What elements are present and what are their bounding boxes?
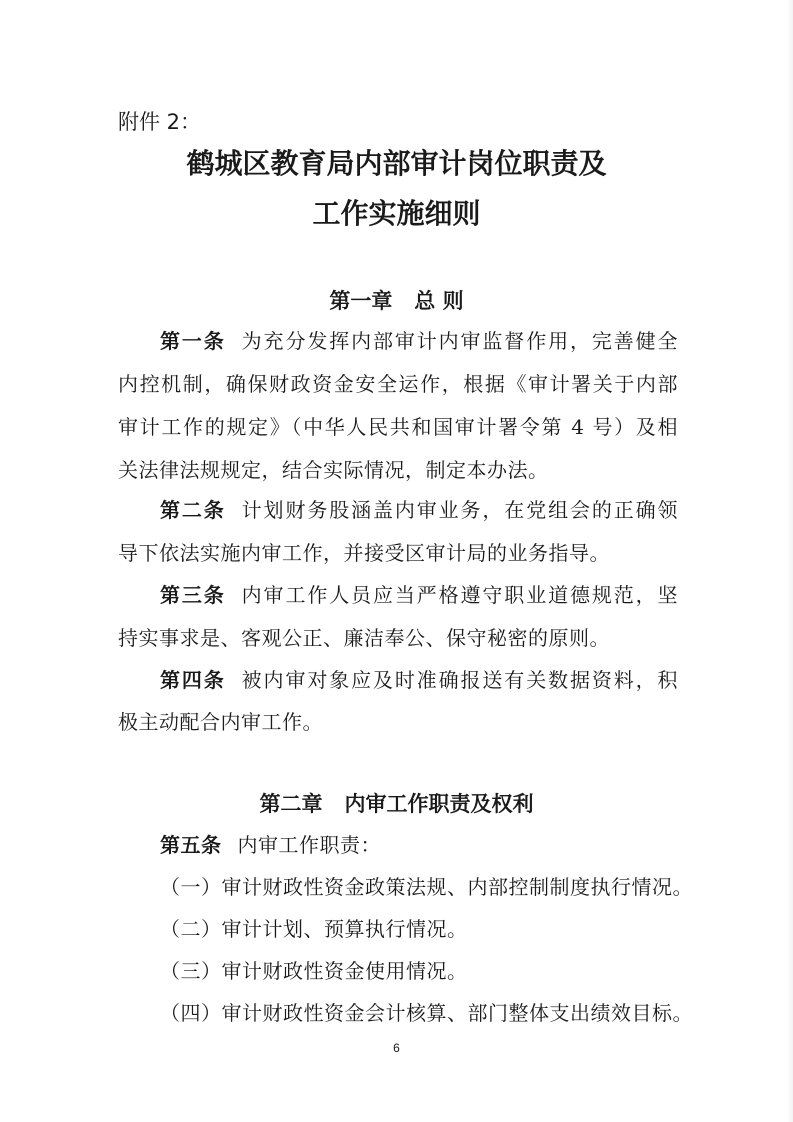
chapter-2-heading: 第二章 内审工作职责及权利 <box>259 792 534 816</box>
attachment-label: 附件 2： <box>118 110 202 134</box>
article-1-line-1 <box>160 327 678 355</box>
article-4-text-1: 被内审对象应及时准确报送有关数据资料，积 <box>241 668 679 692</box>
article-3-line-2: 持实事求是、客观公正、廉洁奉公、保守秘密的原则。 <box>118 626 610 650</box>
article-4-line-1 <box>160 666 678 694</box>
duty-item-2: （二）审计计划、预算执行情况。 <box>160 917 468 941</box>
article-2-line-1 <box>160 496 678 524</box>
duty-item-1: （一）审计财政性资金政策法规、内部控制制度执行情况。 <box>160 875 693 899</box>
duty-item-3: （三）审计财政性资金使用情况。 <box>160 959 468 983</box>
article-2-text-1: 计划财务股涵盖内审业务，在党组会的正确领 <box>241 498 679 522</box>
article-4-label: 第四条 <box>160 668 226 692</box>
article-5-text: 内审工作职责： <box>237 833 381 857</box>
article-5-line <box>160 831 678 859</box>
article-3-label: 第三条 <box>160 583 226 607</box>
document-title-line-1: 鹤城区教育局内部审计岗位职责及 <box>186 147 607 180</box>
document-title-line-2: 工作实施细则 <box>312 197 481 230</box>
article-3-text-1: 内审工作人员应当严格遵守职业道德规范，坚 <box>241 583 679 607</box>
article-4-line-2: 极主动配合内审工作。 <box>118 710 323 734</box>
article-1-line-3: 审计工作的规定》（中华人民共和国审计署令第 4 号）及相 <box>118 415 678 439</box>
chapter-1-heading: 第一章 总 则 <box>329 289 464 313</box>
article-1-text-1: 为充分发挥内部审计内审监督作用，完善健全 <box>241 329 679 353</box>
article-1-line-4: 关法律法规规定，结合实际情况，制定本办法。 <box>118 458 549 482</box>
article-5-label: 第五条 <box>160 833 222 857</box>
article-2-label: 第二条 <box>160 498 226 522</box>
page-number: 6 <box>393 1041 400 1055</box>
article-3-line-1 <box>160 581 678 609</box>
article-1-line-2: 内控机制，确保财政资金安全运作，根据《审计署关于内部 <box>118 372 678 396</box>
article-2-line-2: 导下依法实施内审工作，并接受区审计局的业务指导。 <box>118 541 610 565</box>
article-1-label: 第一条 <box>160 329 226 353</box>
duty-item-4: （四）审计财政性资金会计核算、部门整体支出绩效目标。 <box>160 1001 693 1025</box>
